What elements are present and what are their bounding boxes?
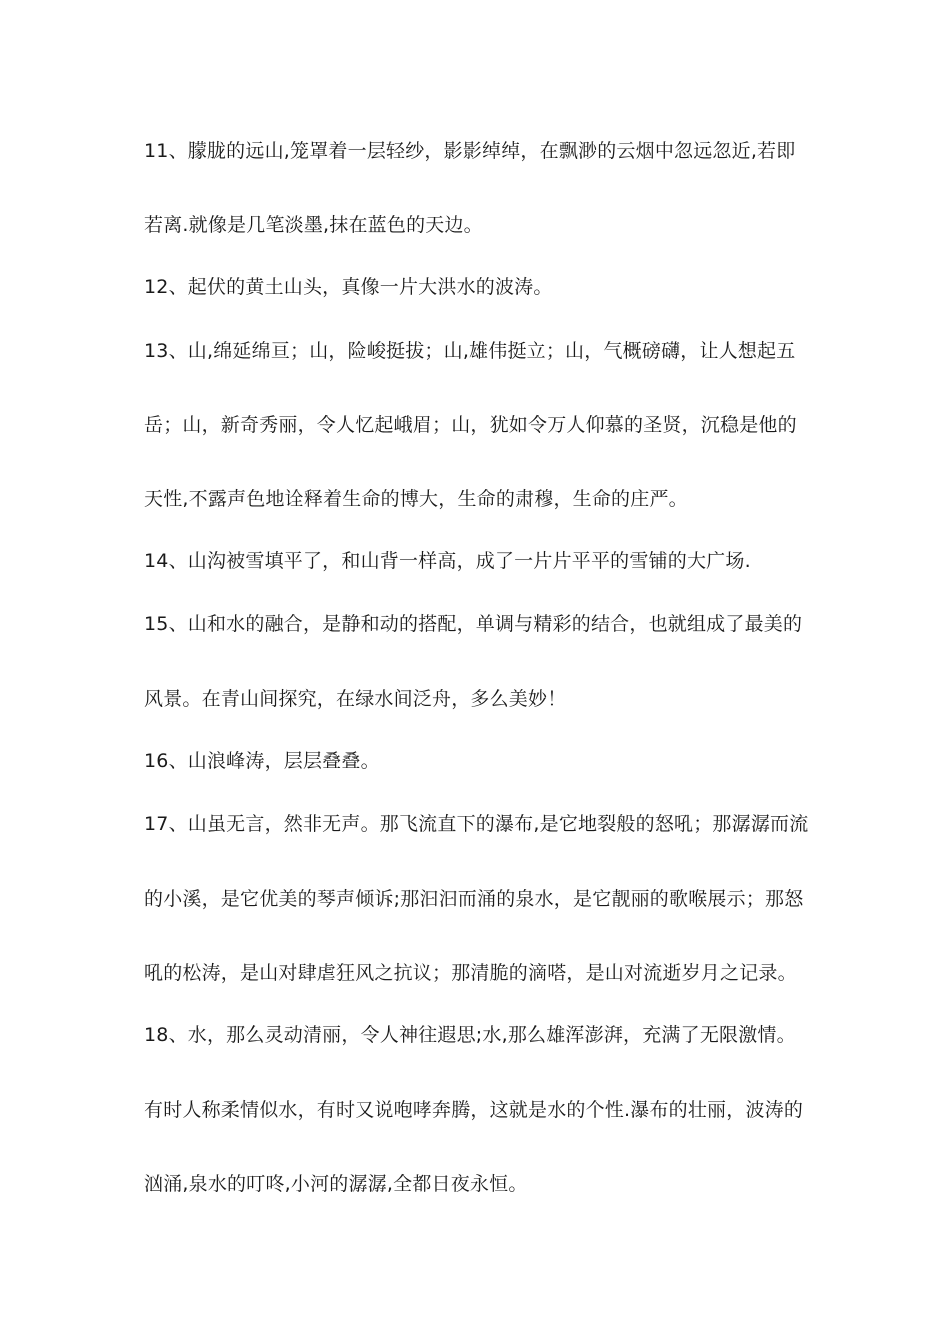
text-line-item-13a: 13、山,绵延绵亘；山，险峻挺拔；山,雄伟挺立；山，气概磅礴，让人想起五 xyxy=(144,340,796,362)
text-line-item-18c: 汹涌,泉水的叮咚,小河的潺潺,全都日夜永恒。 xyxy=(144,1173,528,1195)
text-line-item-12: 12、起伏的黄土山头，真像一片大洪水的波涛。 xyxy=(144,276,553,298)
text-line-item-14: 14、山沟被雪填平了，和山背一样高，成了一片片平平的雪铺的大广场. xyxy=(144,550,751,572)
text-line-item-13b: 岳；山，新奇秀丽，令人忆起峨眉；山，犹如令万人仰慕的圣贤，沉稳是他的 xyxy=(144,414,797,436)
text-line-item-11b: 若离.就像是几笔淡墨,抹在蓝色的天边。 xyxy=(144,214,483,236)
text-line-item-11a: 11、朦胧的远山,笼罩着一层轻纱，影影绰绰，在飘渺的云烟中忽远忽近,若即 xyxy=(144,140,796,162)
text-line-item-17b: 的小溪，是它优美的琴声倾诉;那汩汩而涌的泉水，是它靓丽的歌喉展示；那怒 xyxy=(144,888,804,910)
text-line-item-17a: 17、山虽无言，然非无声。那飞流直下的瀑布,是它地裂般的怒吼；那潺潺而流 xyxy=(144,813,809,835)
text-line-item-15a: 15、山和水的融合，是静和动的搭配，单调与精彩的结合，也就组成了最美的 xyxy=(144,613,803,635)
text-line-item-13c: 天性,不露声色地诠释着生命的博大，生命的肃穆，生命的庄严。 xyxy=(144,488,688,510)
text-line-item-18b: 有时人称柔情似水，有时又说咆哮奔腾，这就是水的个性.瀑布的壮丽，波涛的 xyxy=(144,1099,804,1121)
text-line-item-16: 16、山浪峰涛，层层叠叠。 xyxy=(144,750,380,772)
text-line-item-18a: 18、水，那么灵动清丽，令人神往遐思;水,那么雄浑澎湃，充满了无限激情。 xyxy=(144,1024,796,1046)
text-line-item-17c: 吼的松涛，是山对肆虐狂风之抗议；那清脆的滴嗒，是山对流逝岁月之记录。 xyxy=(144,962,797,984)
text-line-item-15b: 风景。在青山间探究，在绿水间泛舟，多么美妙！ xyxy=(144,688,567,710)
